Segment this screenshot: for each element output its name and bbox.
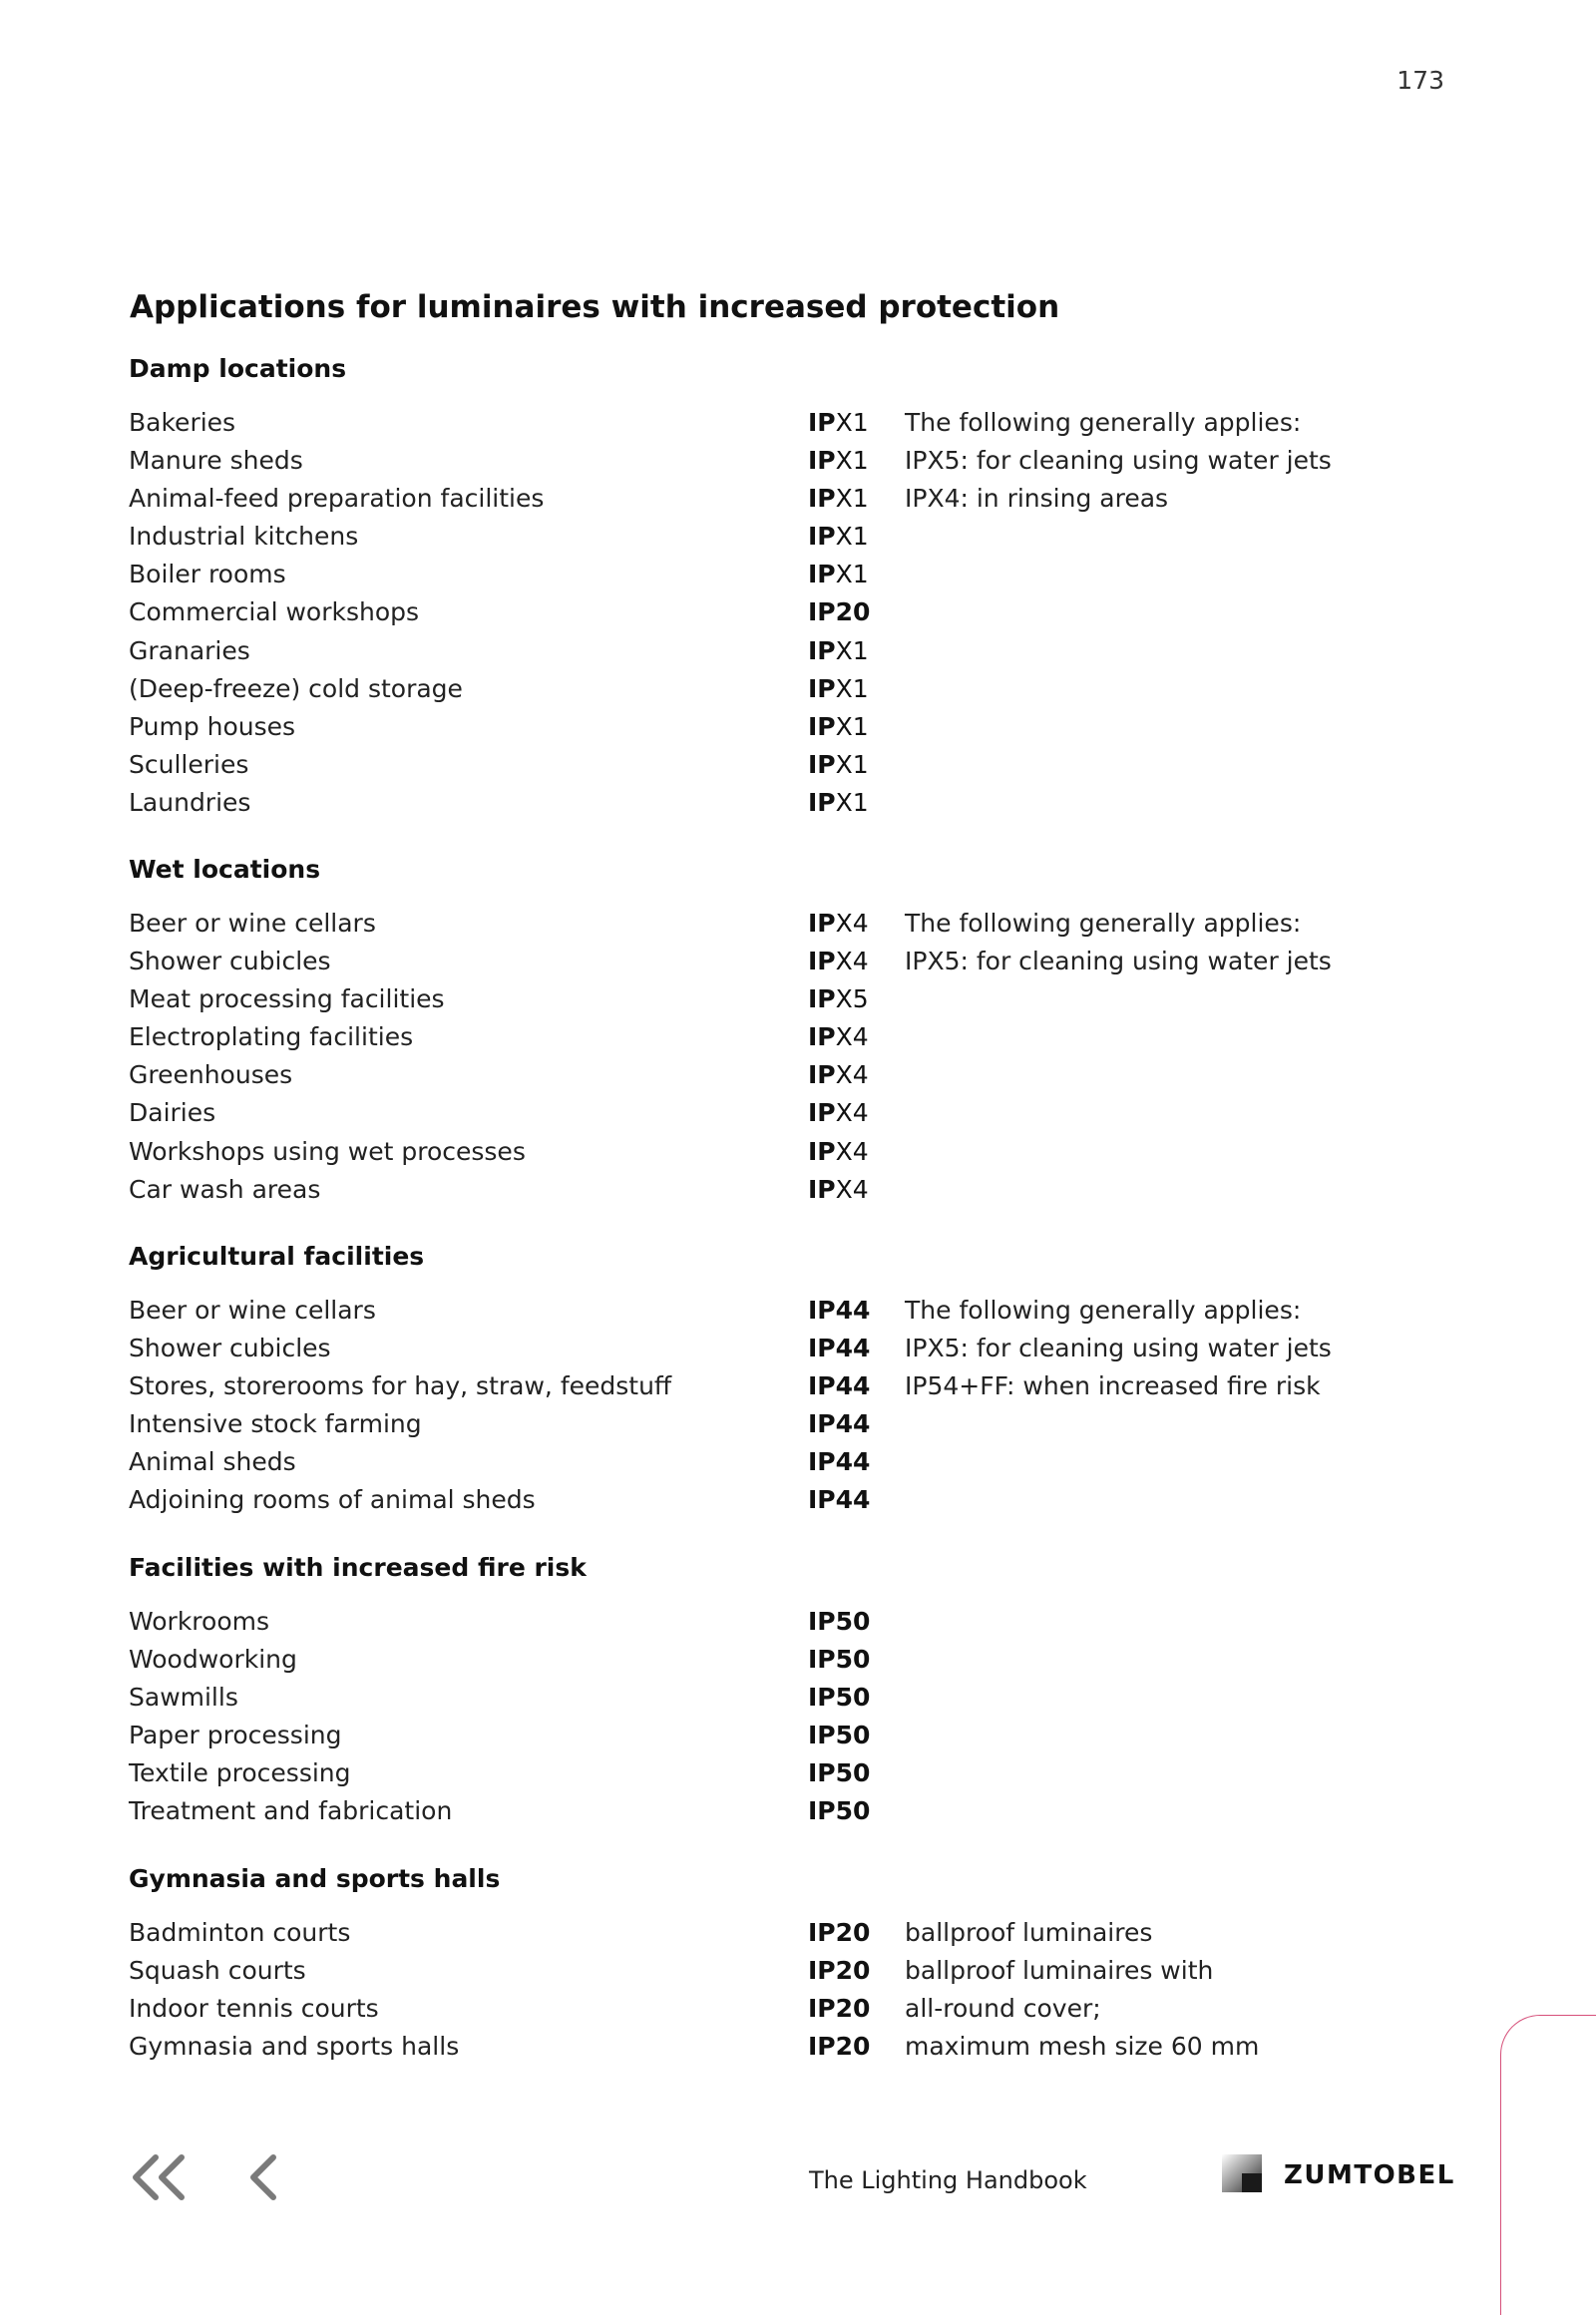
ip-rating-bold: IP [808, 673, 836, 703]
table-row [129, 1367, 1376, 1405]
ip-rating [808, 1679, 870, 1717]
ip-rating-bold: IP50 [808, 1796, 871, 1826]
ip-rating [808, 1990, 870, 2028]
location-name: Greenhouses [129, 1060, 293, 1090]
page-title: Applications for luminaires with increased protection [130, 289, 1060, 325]
location-name: Treatment and fabrication [129, 1796, 453, 1826]
location-name: Adjoining rooms of animal sheds [129, 1485, 536, 1515]
location-name: Indoor tennis courts [129, 1994, 379, 2024]
section-heading: Gymnasia and sports halls [129, 1864, 501, 1893]
ip-rating-code: X1 [835, 749, 869, 779]
ip-rating-code: X1 [835, 635, 869, 665]
handbook-title: The Lighting Handbook [809, 2166, 1087, 2194]
page-number: 173 [1396, 66, 1444, 95]
ip-rating [808, 404, 869, 442]
table-row [129, 1481, 1376, 1519]
table-row [129, 1443, 1376, 1481]
table-row [129, 1292, 1376, 1330]
table-row [129, 480, 1376, 518]
table-row [129, 1914, 1376, 1952]
table-row [129, 746, 1376, 784]
ip-rating-bold: IP [808, 1136, 836, 1166]
ip-rating-bold: IP [808, 947, 836, 976]
application-note: maximum mesh size 60 mm [905, 2032, 1260, 2062]
location-name: Pump houses [129, 711, 296, 741]
section-heading: Wet locations [129, 855, 321, 884]
ip-rating-code: X4 [835, 1174, 869, 1204]
ip-rating-bold: IP44 [808, 1296, 871, 1325]
ip-rating [808, 980, 869, 1018]
table-row [129, 1641, 1376, 1679]
table-row [129, 943, 1376, 980]
ip-rating-bold: IP44 [808, 1485, 871, 1515]
location-name: Manure sheds [129, 446, 303, 476]
ip-rating-bold: IP50 [808, 1645, 871, 1675]
application-note: The following generally applies: [905, 408, 1302, 437]
location-name: Animal sheds [129, 1447, 296, 1477]
ip-rating-code: X1 [835, 673, 869, 703]
ip-rating [808, 1443, 870, 1481]
location-name: Paper processing [129, 1721, 342, 1750]
ip-rating [808, 1056, 869, 1094]
ip-rating [808, 1952, 870, 1990]
application-note: all-round cover; [905, 1994, 1101, 2024]
ip-rating [808, 1171, 869, 1209]
ip-rating [808, 746, 869, 784]
section-damp-locations [129, 354, 1376, 822]
ip-rating [808, 518, 869, 556]
table-row [129, 905, 1376, 943]
section-heading: Facilities with increased fire risk [129, 1553, 587, 1582]
section-agricultural-facilities [129, 1242, 1376, 1520]
table-row [129, 2028, 1376, 2066]
ip-rating-bold: IP [808, 787, 836, 817]
ip-rating-code: X1 [835, 522, 869, 552]
application-note: IPX5: for cleaning using water jets [905, 1334, 1332, 1363]
ip-rating-code: X1 [835, 787, 869, 817]
table-row [129, 1171, 1376, 1209]
ip-rating [808, 1330, 870, 1367]
ip-rating-bold: IP44 [808, 1334, 871, 1363]
location-name: Workshops using wet processes [129, 1136, 526, 1166]
application-note: IP54+FF: when increased fire risk [905, 1371, 1321, 1401]
ip-rating-bold: IP [808, 484, 836, 514]
ip-rating [808, 632, 869, 670]
ip-rating-bold: IP [808, 1174, 836, 1204]
ip-rating [808, 1641, 870, 1679]
ip-rating-code: X1 [835, 446, 869, 476]
previous-page-button[interactable] [245, 2152, 281, 2202]
location-name: (Deep-freeze) cold storage [129, 673, 463, 703]
application-note: ballproof luminaires with [905, 1956, 1214, 1986]
ip-rating [808, 480, 869, 518]
brand-name: ZUMTOBEL [1284, 2160, 1455, 2190]
table-row [129, 404, 1376, 442]
ip-rating-code: X4 [835, 1098, 869, 1128]
location-name: Workrooms [129, 1607, 270, 1636]
table-row [129, 1094, 1376, 1132]
ip-rating-bold: IP [808, 408, 836, 437]
application-note: IPX5: for cleaning using water jets [905, 947, 1332, 976]
ip-rating [808, 1094, 869, 1132]
table-row [129, 1754, 1376, 1792]
section-gymnasia-sports-halls [129, 1864, 1376, 2066]
location-name: Badminton courts [129, 1918, 351, 1947]
location-name: Squash courts [129, 1956, 306, 1986]
ip-rating [808, 1481, 870, 1519]
application-note: IPX5: for cleaning using water jets [905, 446, 1332, 476]
ip-rating-bold: IP [808, 446, 836, 476]
ip-rating [808, 1367, 870, 1405]
ip-rating [808, 593, 870, 631]
ip-rating-bold: IP50 [808, 1758, 871, 1788]
section-fire-risk-facilities [129, 1553, 1376, 1831]
table-row [129, 1717, 1376, 1754]
ip-rating-bold: IP [808, 1060, 836, 1090]
location-name: Beer or wine cellars [129, 909, 376, 938]
ip-rating-bold: IP [808, 522, 836, 552]
table-row [129, 708, 1376, 746]
ip-rating-bold: IP50 [808, 1721, 871, 1750]
ip-rating [808, 1018, 869, 1056]
application-note: The following generally applies: [905, 1296, 1302, 1325]
section-heading: Agricultural facilities [129, 1242, 425, 1271]
location-name: Car wash areas [129, 1174, 321, 1204]
ip-rating-bold: IP20 [808, 1994, 871, 2024]
location-name: Bakeries [129, 408, 236, 437]
location-name: Laundries [129, 787, 251, 817]
ip-rating-bold: IP20 [808, 2032, 871, 2062]
location-name: Sculleries [129, 749, 249, 779]
section-rows [129, 905, 1376, 1209]
ip-rating [808, 1717, 870, 1754]
ip-rating-code: X4 [835, 1022, 869, 1052]
table-row [129, 632, 1376, 670]
ip-rating [808, 1754, 870, 1792]
table-row [129, 1990, 1376, 2028]
ip-rating-bold: IP44 [808, 1447, 871, 1477]
ip-rating-code: X4 [835, 1136, 869, 1166]
location-name: Stores, storerooms for hay, straw, feedstuff [129, 1371, 672, 1401]
page-tab-outline [1500, 2015, 1596, 2315]
ip-rating-code: X1 [835, 408, 869, 437]
table-row [129, 980, 1376, 1018]
location-name: Boiler rooms [129, 560, 286, 589]
ip-rating [808, 943, 869, 980]
location-name: Granaries [129, 635, 250, 665]
ip-rating-bold: IP [808, 984, 836, 1014]
section-rows [129, 1292, 1376, 1520]
section-rows [129, 404, 1376, 822]
ip-rating [808, 1133, 869, 1171]
ip-rating [808, 442, 869, 480]
ip-rating [808, 1603, 870, 1641]
ip-rating-code: X4 [835, 1060, 869, 1090]
location-name: Sawmills [129, 1683, 238, 1713]
ip-rating [808, 1292, 870, 1330]
table-row [129, 670, 1376, 708]
ip-rating-bold: IP [808, 1098, 836, 1128]
ip-rating [808, 556, 869, 593]
ip-rating-code: X4 [835, 947, 869, 976]
location-name: Dairies [129, 1098, 216, 1128]
table-row [129, 518, 1376, 556]
table-row [129, 1405, 1376, 1443]
table-row [129, 442, 1376, 480]
section-heading: Damp locations [129, 354, 347, 383]
location-name: Textile processing [129, 1758, 351, 1788]
section-rows [129, 1914, 1376, 2066]
ip-rating [808, 905, 869, 943]
application-note: The following generally applies: [905, 909, 1302, 938]
ip-rating [808, 2028, 870, 2066]
location-name: Intensive stock farming [129, 1409, 422, 1439]
location-name: Shower cubicles [129, 1334, 331, 1363]
ip-rating-bold: IP44 [808, 1409, 871, 1439]
table-row [129, 1056, 1376, 1094]
ip-rating-bold: IP50 [808, 1607, 871, 1636]
table-row [129, 1133, 1376, 1171]
table-row [129, 593, 1376, 631]
ip-rating-bold: IP [808, 1022, 836, 1052]
table-row [129, 1679, 1376, 1717]
section-wet-locations [129, 855, 1376, 1209]
ip-rating [808, 708, 869, 746]
zumtobel-mark-icon [1222, 2154, 1262, 2192]
section-rows [129, 1603, 1376, 1831]
application-note: IPX4: in rinsing areas [905, 484, 1169, 514]
table-row [129, 1330, 1376, 1367]
ip-rating [808, 784, 869, 822]
ip-rating [808, 670, 869, 708]
table-row [129, 1952, 1376, 1990]
ip-rating-bold: IP [808, 635, 836, 665]
location-name: Woodworking [129, 1645, 297, 1675]
ip-rating-code: X1 [835, 560, 869, 589]
ip-rating-code: X5 [835, 984, 869, 1014]
ip-rating-bold: IP [808, 749, 836, 779]
first-page-button[interactable] [126, 2152, 190, 2202]
location-name: Shower cubicles [129, 947, 331, 976]
location-name: Beer or wine cellars [129, 1296, 376, 1325]
table-row [129, 1018, 1376, 1056]
table-row [129, 1603, 1376, 1641]
ip-rating-bold: IP [808, 711, 836, 741]
ip-rating-bold: IP44 [808, 1371, 871, 1401]
ip-rating [808, 1405, 870, 1443]
location-name: Commercial workshops [129, 597, 420, 627]
ip-rating-code: X1 [835, 484, 869, 514]
chevron-left-icon [245, 2152, 281, 2202]
ip-rating-bold: IP20 [808, 1918, 871, 1947]
location-name: Gymnasia and sports halls [129, 2032, 460, 2062]
ip-rating-code: X4 [835, 909, 869, 938]
application-note: ballproof luminaires [905, 1918, 1153, 1947]
location-name: Meat processing facilities [129, 984, 445, 1014]
ip-rating [808, 1914, 870, 1952]
location-name: Electroplating facilities [129, 1022, 414, 1052]
ip-rating-bold: IP [808, 909, 836, 938]
ip-rating-bold: IP50 [808, 1683, 871, 1713]
ip-rating-bold: IP20 [808, 1956, 871, 1986]
location-name: Industrial kitchens [129, 522, 359, 552]
ip-rating-bold: IP20 [808, 597, 871, 627]
location-name: Animal-feed preparation facilities [129, 484, 545, 514]
table-row [129, 784, 1376, 822]
table-row [129, 556, 1376, 593]
double-chevron-left-icon [126, 2152, 190, 2202]
table-row [129, 1792, 1376, 1830]
ip-rating-bold: IP [808, 560, 836, 589]
ip-rating-code: X1 [835, 711, 869, 741]
ip-rating [808, 1792, 870, 1830]
